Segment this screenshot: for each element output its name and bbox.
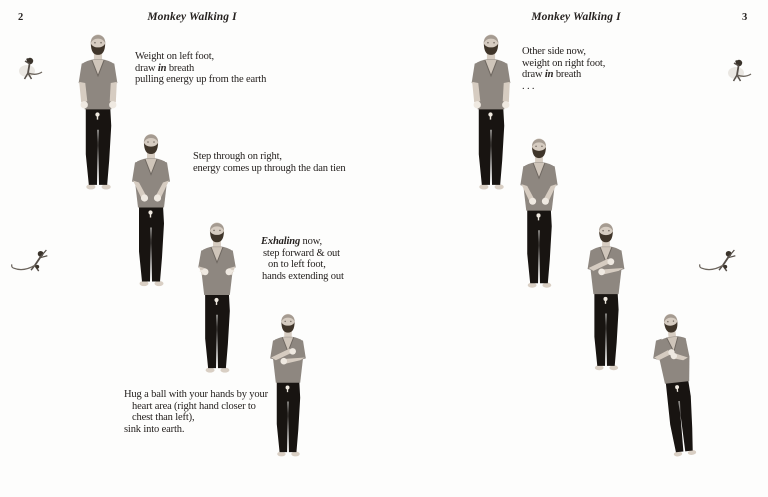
instruction-block-1: Other side now, weight on right foot, draw in breath . . . <box>522 46 606 92</box>
page-title: Monkey Walking I <box>531 11 621 23</box>
figure-photo-hug-ball <box>575 220 637 376</box>
monkey-sketch-icon <box>9 245 55 278</box>
page-number: 3 <box>742 12 748 23</box>
monkey-sketch-icon <box>12 53 44 85</box>
monkey-sketch-icon <box>721 55 753 87</box>
instruction-block-1: Weight on left foot, draw in breath pulling energy up from the earth <box>135 51 267 86</box>
page-number: 2 <box>18 12 24 23</box>
figure-photo-hug-ball <box>258 307 318 466</box>
instruction-block-3: Exhaling now, step forward & out on to left foot, hands extending out <box>261 236 344 282</box>
figure-photo-fists-at-dan-tien <box>507 136 571 293</box>
figure-photo-step-through-right <box>119 131 183 292</box>
page-title: Monkey Walking I <box>147 11 237 23</box>
figure-photo-hands-clasped <box>641 307 701 466</box>
instruction-block-4: Hug a ball with your hands by your heart area (right hand closer to chest than left), sink into earth. <box>124 389 268 435</box>
monkey-sketch-icon <box>697 245 743 278</box>
page-right <box>384 0 768 497</box>
instruction-block-2: Step through on right, energy comes up through the dan tien <box>193 151 346 174</box>
figure-photo-hands-extending <box>183 220 251 378</box>
